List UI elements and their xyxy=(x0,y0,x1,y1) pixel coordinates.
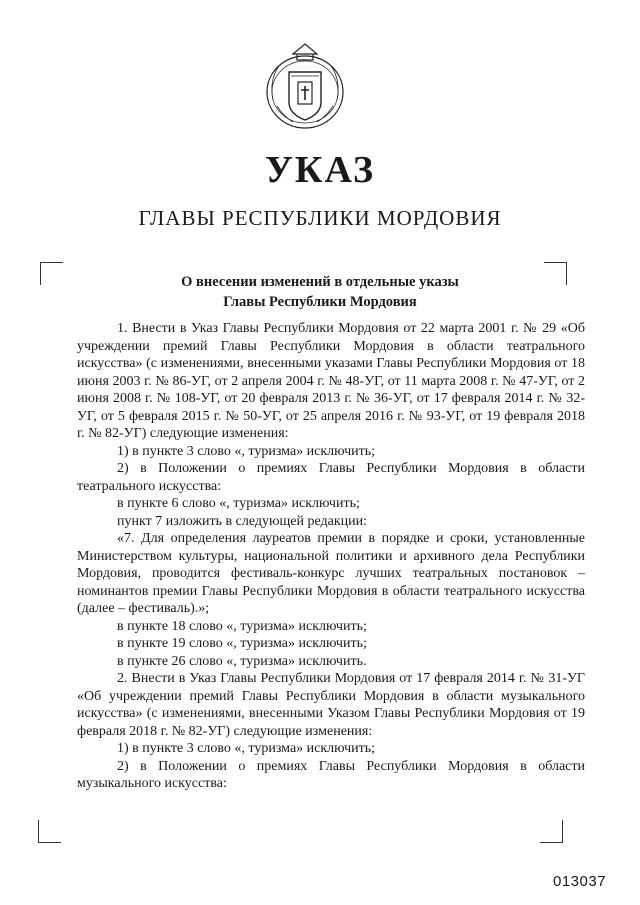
paragraph: 1) в пункте 3 слово «, туризма» исключить; xyxy=(117,741,376,756)
paragraph: в пункте 26 слово «, туризма» исключить. xyxy=(117,653,367,669)
decree-heading xyxy=(0,272,640,312)
paragraph: в пункте 19 слово «, туризма» исключить; xyxy=(117,636,367,651)
paragraph: «7. Для определения лауреатов премии в порядке и сроки, установленные Министерством культуры, национальной политики и архивного дела Республики Мордовия, проводится фестиваль-конкурс лучших театральных постановок – номинантов премии Главы Республики Мордовия в области театрального искусства (далее – фестиваль).»; xyxy=(77,531,585,616)
paragraph: 2) в Положении о премиях Главы Республики Мордовия в области театрального искусства: xyxy=(77,461,585,494)
document-type-title: УКАЗ xyxy=(265,149,375,191)
paragraph: 1. Внести в Указ Главы Республики Мордовия от 22 марта 2001 г. № 29 «Об учреждении премий Главы Республики Мордовия в области театрального искусства» (с изменениями, внесенными указами Главы Республики Мордовия от 18 июня 2003 г. № 86-УГ, от 2 апреля 2004 г. № 48-УГ, от 11 марта 2008 г. № 47-УГ, от 2 июня 2008 г. № 108-УГ, от 20 февраля 2013 г. № 36-УГ, от 17 февраля 2014 г. № 32-УГ, от 5 февраля 2015 г. № 50-УГ, от 25 апреля 2016 г. № 93-УГ, от 19 февраля 2018 г. № 82-УГ) следующие изменения: xyxy=(77,321,585,441)
paragraph: в пункте 18 слово «, туризма» исключить; xyxy=(117,618,367,634)
corner-mark-bottom-right xyxy=(540,820,563,843)
corner-mark-bottom-left xyxy=(38,820,61,843)
paragraph: 2. Внести в Указ Главы Республики Мордовия от 17 февраля 2014 г. № 31-УГ «Об учреждении премий Главы Республики Мордовия в области музыкального искусства» (с изменениями, внесенными Указом Главы Республики Мордовия от 19 февраля 2018 г. № 82-УГ) следующие изменения: xyxy=(77,671,585,739)
heading-line-1: О внесении изменений в отдельные указы xyxy=(181,274,459,290)
coat-of-arms-emblem xyxy=(263,40,347,132)
paragraph: 2) в Положении о премиях Главы Республики Мордовия в области музыкального искусства: xyxy=(77,758,585,791)
paragraph: в пункте 6 слово «, туризма» исключить; xyxy=(117,496,360,511)
form-serial-number: 013037 xyxy=(553,873,607,890)
paragraph: 1) в пункте 3 слово «, туризма» исключить; xyxy=(117,443,376,459)
decree-body xyxy=(77,320,585,793)
paragraph: пункт 7 изложить в следующей редакции: xyxy=(117,513,367,529)
heading-line-2: Главы Республики Мордовия xyxy=(223,294,417,310)
issuer-subtitle: ГЛАВЫ РЕСПУБЛИКИ МОРДОВИЯ xyxy=(138,206,502,230)
